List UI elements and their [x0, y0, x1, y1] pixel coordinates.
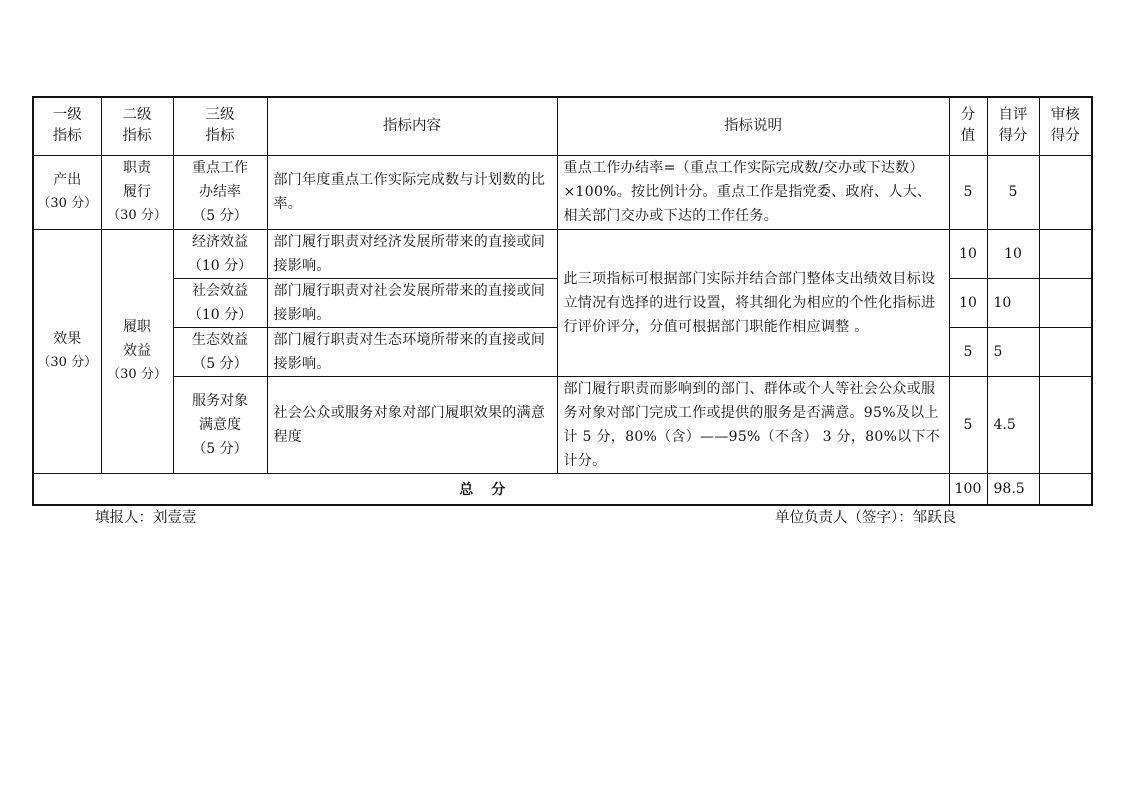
table-row-satisfaction: [33, 376, 1092, 473]
total-self-score: 98.5: [987, 473, 1039, 505]
satisfaction-description: 部门履行职责而影响到的部门、群体或个人等社会公众或服务对象对部门完成工作或提供的服务是否满意。95%及以上计 5 分，80%（含）——95%（不含） 3 分，80%以下不计分。: [557, 376, 949, 473]
header-description: 指标说明: [557, 97, 949, 155]
total-audit-score: [1039, 473, 1092, 505]
ecological-level3: 生态效益 （5 分）: [173, 327, 267, 376]
output-description: 重点工作办结率=（重点工作实际完成数/交办或下达数）×100%。按比例计分。重点工作是指党委、政府、人大、相关部门交办或下达的工作任务。: [557, 155, 949, 229]
ecological-score: 5: [949, 327, 987, 376]
output-level1: 产出 （30 分）: [33, 155, 101, 229]
economic-audit-score: [1039, 229, 1092, 278]
satisfaction-level3: 服务对象 满意度 （5 分）: [173, 376, 267, 473]
total-score: 100: [949, 473, 987, 505]
header-row: [33, 97, 1092, 155]
satisfaction-self-score: 4.5: [987, 376, 1039, 473]
satisfaction-content: 社会公众或服务对象对部门履职效果的满意程度: [267, 376, 557, 473]
header-score: 分 值: [949, 97, 987, 155]
economic-content: 部门履行职责对经济发展所带来的直接或间接影响。: [267, 229, 557, 278]
ecological-audit-score: [1039, 327, 1092, 376]
output-level2: 职责 履行 （30 分）: [101, 155, 173, 229]
output-level3: 重点工作 办结率 （5 分）: [173, 155, 267, 229]
table-row-output: [33, 155, 1092, 229]
effect-level2: 履职 效益 （30 分）: [101, 229, 173, 473]
effect-level1: 效果 （30 分）: [33, 229, 101, 473]
reporter-name: 刘壹壹: [153, 510, 197, 526]
header-self-score: 自评 得分: [987, 97, 1039, 155]
leader-label: 单位负责人（签字）：: [775, 510, 913, 526]
evaluation-table: [32, 96, 1093, 506]
social-level3: 社会效益 （10 分）: [173, 278, 267, 327]
reporter-label: 填报人：: [95, 510, 153, 526]
header-level1: 一级 指标: [33, 97, 101, 155]
leader-name: 邹跃良: [912, 510, 957, 526]
output-content: 部门年度重点工作实际完成数与计划数的比率。: [267, 155, 557, 229]
satisfaction-score: 5: [949, 376, 987, 473]
header-audit-score: 审核 得分: [1039, 97, 1092, 155]
reporter: [95, 508, 197, 528]
satisfaction-audit-score: [1039, 376, 1092, 473]
header-content: 指标内容: [267, 97, 557, 155]
output-audit-score: [1039, 155, 1092, 229]
ecological-self-score: 5: [987, 327, 1039, 376]
output-self-score: 5: [987, 155, 1039, 229]
economic-score: 10: [949, 229, 987, 278]
table-row-total: [33, 473, 1092, 505]
economic-self-score: 10: [987, 229, 1039, 278]
social-audit-score: [1039, 278, 1092, 327]
effect-shared-description: 此三项指标可根据部门实际并结合部门整体支出绩效目标设立情况有选择的进行设置，将其细化为相应的个性化指标进行评价评分，分值可根据部门职能作相应调整 。: [557, 229, 949, 376]
social-self-score: 10: [987, 278, 1039, 327]
table-row-economic: [33, 229, 1092, 278]
header-level3: 三级 指标: [173, 97, 267, 155]
social-score: 10: [949, 278, 987, 327]
total-label: 总分: [33, 473, 949, 505]
ecological-content: 部门履行职责对生态环境所带来的直接或间接影响。: [267, 327, 557, 376]
header-level2: 二级 指标: [101, 97, 173, 155]
economic-level3: 经济效益 （10 分）: [173, 229, 267, 278]
social-content: 部门履行职责对社会发展所带来的直接或间接影响。: [267, 278, 557, 327]
unit-leader: [775, 508, 956, 528]
output-score: 5: [949, 155, 987, 229]
